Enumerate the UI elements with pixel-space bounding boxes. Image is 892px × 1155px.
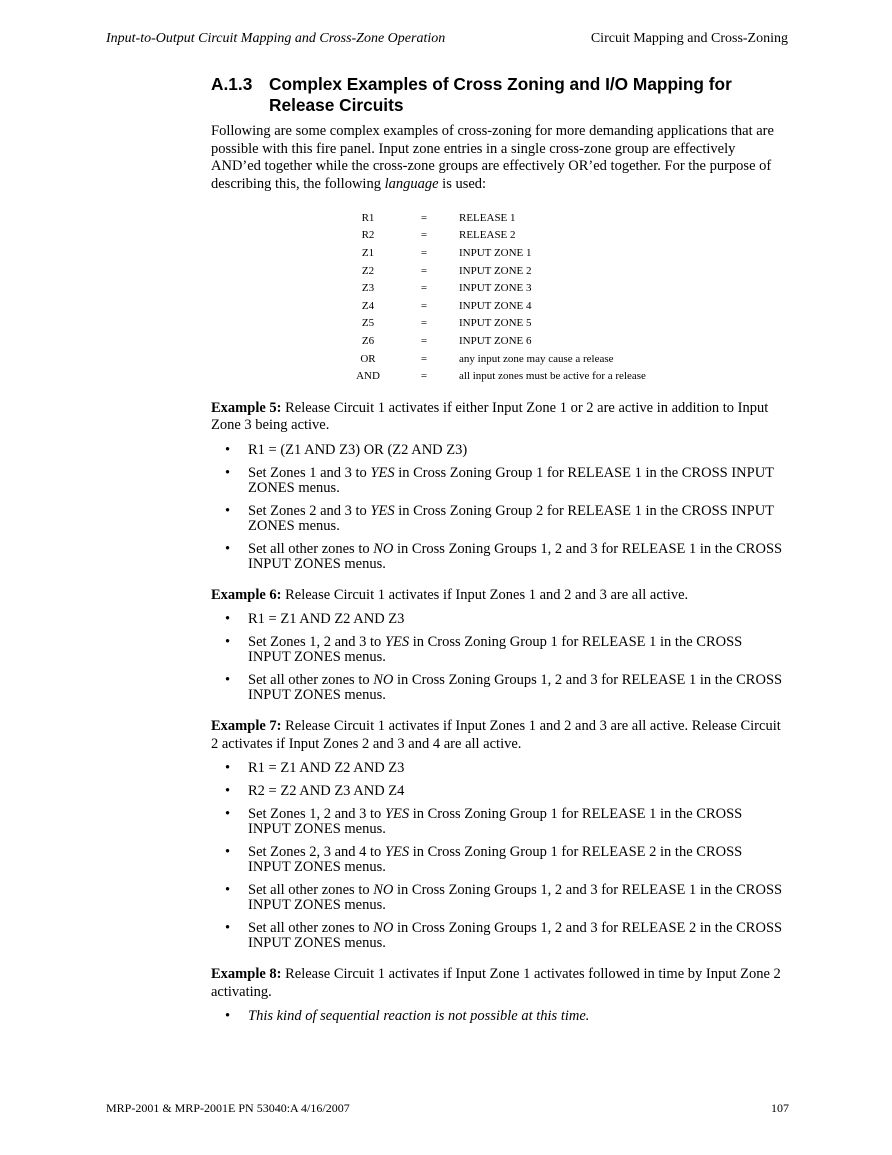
example-label: Example 8: [211, 966, 282, 983]
bullet-item [211, 784, 788, 799]
definition-meaning: INPUT ZONE 2 [459, 264, 532, 277]
definition-row [347, 332, 646, 350]
bullet-text-before: Set all other zones to [248, 920, 374, 937]
bullet-emphasis: YES [384, 844, 410, 861]
bullet-text-after: in Cross Zoning Group 1 for RELEASE 1 in the CROSS INPUT ZONES menus. [248, 806, 743, 838]
example-text: Release Circuit 1 activates if Input Zones 1 and 2 and 3 are all active. Release Circuit 2 activates if Input Zones 2 and 3 and 4 are all active. [211, 718, 781, 752]
definition-term: Z6 [361, 334, 375, 347]
bullet-text [248, 541, 782, 572]
intro-text-after: is used: [438, 175, 487, 192]
bullet-glyph: • [225, 502, 231, 519]
definition-equals: = [420, 282, 428, 295]
bullet-text-after: in Cross Zoning Group 1 for RELEASE 1 in the CROSS INPUT ZONES menus. [248, 464, 774, 496]
bullet-text-before: Set Zones 1, 2 and 3 to [248, 806, 385, 823]
bullet-emphasis: YES [384, 634, 410, 651]
page-content [211, 74, 788, 1032]
section-heading [211, 74, 788, 116]
bullet-glyph: • [225, 783, 231, 800]
bullet-text [248, 920, 782, 951]
bullet-item [211, 466, 788, 496]
example-text: Release Circuit 1 activates if either Input Zone 1 or 2 are active in addition to Input Zone 3 being active. [211, 399, 769, 434]
bullet-item [211, 845, 788, 875]
bullet-item [211, 761, 788, 776]
section-number: A.1.3 [211, 74, 253, 94]
bullet-text-before: Set all other zones to [248, 540, 374, 557]
bullet-text-before: Set all other zones to [248, 882, 374, 899]
bullet-text-before: Set Zones 1, 2 and 3 to [248, 634, 385, 651]
example-text: Release Circuit 1 activates if Input Zone 1 activates followed in time by Input Zone 2 activating. [211, 966, 781, 1000]
definition-term: Z5 [361, 317, 375, 330]
bullet-glyph: • [225, 540, 231, 557]
section-title-line2: Release Circuits [269, 95, 404, 115]
bullet-glyph: • [225, 1008, 231, 1025]
bullet-text-after: in Cross Zoning Groups 1, 2 and 3 for RELEASE 1 in the CROSS INPUT ZONES menus. [248, 882, 783, 914]
example-paragraph [211, 966, 788, 1001]
definition-meaning: INPUT ZONE 4 [459, 299, 532, 312]
example-bullet-list [211, 1009, 788, 1024]
bullet-text: R1 = Z1 AND Z2 AND Z3 [248, 611, 405, 628]
definition-equals: = [420, 299, 428, 312]
definition-equals: = [420, 334, 428, 347]
definitions-body [347, 209, 646, 385]
definition-row [347, 227, 646, 245]
definition-meaning: INPUT ZONE 1 [459, 246, 532, 259]
bullet-item [211, 635, 788, 665]
definition-equals: = [420, 370, 428, 383]
definition-row [347, 315, 646, 333]
example-paragraph [211, 400, 788, 435]
section-title-line1: Complex Examples of Cross Zoning and I/O Mapping for [269, 74, 732, 94]
bullet-glyph: • [225, 844, 231, 861]
definition-term: Z4 [361, 299, 375, 312]
bullet-text [248, 672, 782, 703]
definition-row [347, 209, 646, 227]
bullet-glyph: • [225, 806, 231, 823]
definition-equals: = [420, 246, 428, 259]
bullet-item [211, 1009, 788, 1024]
example-text: Release Circuit 1 activates if Input Zones 1 and 2 and 3 are all active. [281, 586, 689, 603]
bullet-emphasis: NO [373, 882, 394, 899]
bullet-text-after: in Cross Zoning Group 2 for RELEASE 1 in the CROSS INPUT ZONES menus. [248, 502, 774, 534]
bullet-glyph: • [225, 882, 231, 899]
bullet-text: R1 = Z1 AND Z2 AND Z3 [248, 760, 405, 777]
example-label: Example 7: [211, 718, 282, 735]
bullet-item [211, 443, 788, 458]
definition-term: Z3 [361, 282, 375, 295]
bullet-glyph: • [225, 760, 231, 777]
definition-term: AND [356, 370, 380, 383]
definition-term: Z1 [361, 246, 375, 259]
definition-row [347, 350, 646, 368]
bullet-emphasis: YES [384, 806, 410, 823]
bullet-text-after: in Cross Zoning Groups 1, 2 and 3 for RELEASE 1 in the CROSS INPUT ZONES menus. [248, 540, 783, 572]
bullet-emphasis: NO [373, 540, 394, 557]
definition-equals: = [420, 229, 428, 242]
bullet-text [248, 844, 742, 875]
intro-text-before: Following are some complex examples of cross-zoning for more demanding applications that are possible with this fire panel. Input zone entries in a single cross-zone group are effectively AND’ed together while the cross-zone groups are effectively OR’ed together. For the purpose of describing this, the following [211, 123, 774, 192]
bullet-text: This kind of sequential reaction is not possible at this time. [248, 1008, 590, 1025]
bullet-item [211, 673, 788, 703]
bullet-item [211, 807, 788, 837]
definition-row [347, 279, 646, 297]
bullet-text-after: in Cross Zoning Group 1 for RELEASE 1 in the CROSS INPUT ZONES menus. [248, 634, 743, 666]
bullet-emphasis: YES [370, 502, 395, 519]
running-header-right: Circuit Mapping and Cross-Zoning [590, 31, 788, 46]
definition-equals: = [420, 317, 428, 330]
bullet-text-before: Set all other zones to [248, 672, 374, 689]
bullet-item [211, 883, 788, 913]
bullet-text-after: in Cross Zoning Groups 1, 2 and 3 for RELEASE 1 in the CROSS INPUT ZONES menus. [248, 672, 783, 704]
intro-paragraph [211, 123, 788, 193]
bullet-glyph: • [225, 611, 231, 628]
definition-meaning: RELEASE 2 [459, 229, 516, 242]
definition-equals: = [420, 211, 428, 224]
bullet-text: R2 = Z2 AND Z3 AND Z4 [248, 783, 405, 800]
bullet-text-before: Set Zones 2, 3 and 4 to [248, 844, 385, 861]
bullet-text: R1 = (Z1 AND Z3) OR (Z2 AND Z3) [248, 441, 468, 458]
page-number: 107 [771, 1101, 789, 1115]
bullet-text-after: in Cross Zoning Group 1 for RELEASE 2 in the CROSS INPUT ZONES menus. [248, 844, 743, 876]
definition-term: Z2 [361, 264, 375, 277]
definition-term: OR [360, 352, 376, 365]
example-label: Example 5: [211, 399, 282, 416]
definition-equals: = [420, 264, 428, 277]
definitions-table [347, 209, 646, 385]
definition-meaning: any input zone may cause a release [459, 352, 614, 365]
bullet-item [211, 921, 788, 951]
example-bullet-list [211, 612, 788, 703]
definition-row [347, 244, 646, 262]
example-bullet-list [211, 443, 788, 572]
bullet-item [211, 612, 788, 627]
bullet-text-before: Set Zones 1 and 3 to [248, 464, 371, 481]
bullet-text [248, 882, 782, 913]
example-paragraph [211, 587, 788, 605]
bullet-text-before: Set Zones 2 and 3 to [248, 502, 371, 519]
bullet-emphasis: YES [370, 464, 395, 481]
bullet-emphasis: NO [373, 672, 394, 689]
running-header-left: Input-to-Output Circuit Mapping and Cross-Zone Operation [106, 31, 446, 46]
bullet-glyph: • [225, 634, 231, 651]
bullet-text [248, 634, 742, 665]
definition-row [347, 297, 646, 315]
bullet-text [248, 503, 774, 534]
bullet-text-after: in Cross Zoning Groups 1, 2 and 3 for RELEASE 2 in the CROSS INPUT ZONES menus. [248, 920, 783, 952]
examples-container [211, 400, 788, 1025]
definition-equals: = [420, 352, 428, 365]
bullet-glyph: • [225, 441, 231, 458]
bullet-text [248, 465, 774, 496]
definition-meaning: INPUT ZONE 6 [459, 334, 532, 347]
bullet-glyph: • [225, 464, 231, 481]
definition-meaning: RELEASE 1 [459, 211, 516, 224]
bullet-text [248, 806, 742, 837]
example-paragraph [211, 718, 788, 753]
bullet-glyph: • [225, 920, 231, 937]
bullet-emphasis: NO [373, 920, 394, 937]
example-bullet-list [211, 761, 788, 951]
definition-row [347, 262, 646, 280]
definition-meaning: INPUT ZONE 5 [459, 317, 532, 330]
definition-term: R2 [361, 229, 375, 242]
bullet-glyph: • [225, 672, 231, 689]
example-label: Example 6: [211, 586, 282, 603]
bullet-item [211, 504, 788, 534]
footer-document-id: MRP-2001 & MRP-2001E PN 53040:A 4/16/2007 [106, 1101, 350, 1115]
definition-meaning: INPUT ZONE 3 [459, 282, 532, 295]
bullet-item [211, 542, 788, 572]
intro-emphasis: language [384, 175, 439, 192]
definition-term: R1 [361, 211, 375, 224]
definition-meaning: all input zones must be active for a release [459, 370, 646, 383]
definition-row [347, 367, 646, 385]
